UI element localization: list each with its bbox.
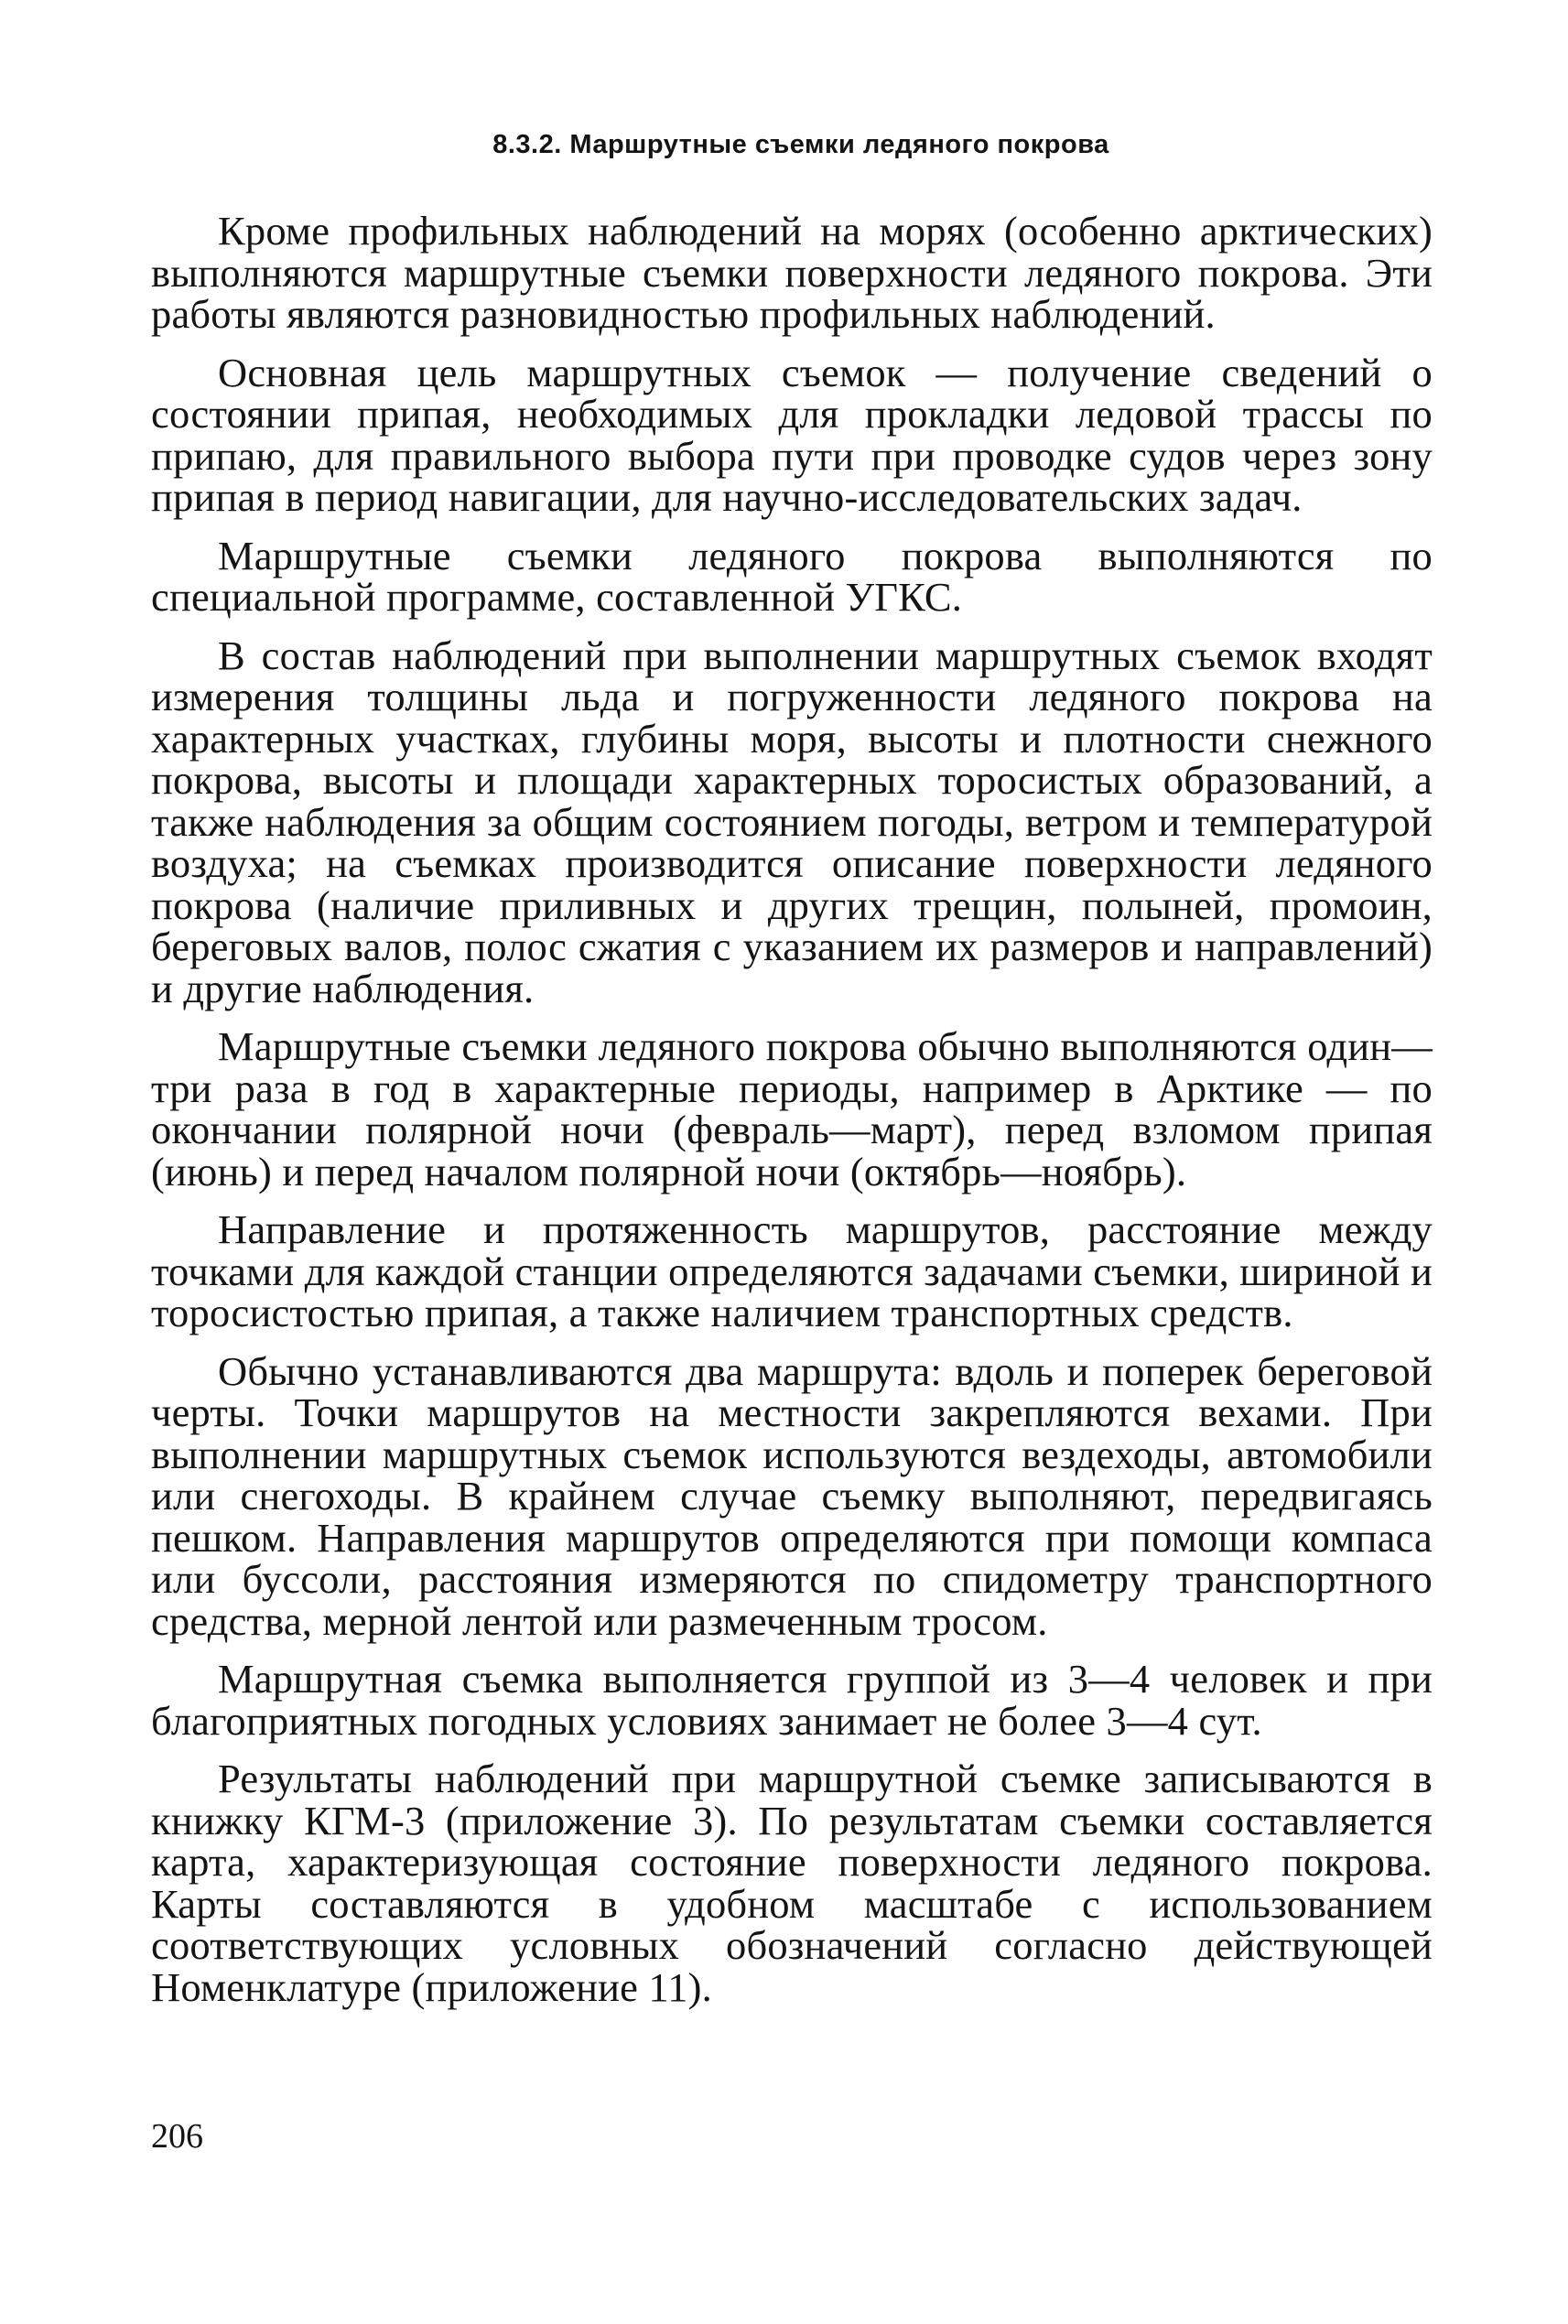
paragraph: Обычно устанавливаются два маршрута: вдоль и поперек береговой черты. Точки маршрутов на местности закрепляются вехами. При выполнении маршрутных съемок используются вездеходы, автомобили или снегоходы. В крайнем случае съемку выполняют, передвигаясь пешком. Направления маршрутов определяются при помощи компаса или буссоли, расстояния измеряются по спидометру транспортного средства, мерной лентой или размеченным тросом.	[151, 1347, 1433, 1644]
body-text	[151, 208, 1433, 2025]
section-heading: 8.3.2. Маршрутные съемки ледяного покрова	[492, 130, 1109, 159]
paragraph: Маршрутная съемка выполняется группой из 3—4 человек и при благоприятных погодных условиях занимает не более 3—4 сут.	[151, 1656, 1433, 1744]
paragraph: Кроме профильных наблюдений на морях (особенно арктических) выполняются маршрутные съемки поверхности ледяного покрова. Эти работы являются разновидностью профильных наблюдений.	[151, 208, 1433, 337]
page-number: 206	[151, 2117, 203, 2156]
paragraph: В состав наблюдений при выполнении маршрутных съемок входят измерения толщины льда и погруженности ледяного покрова на характерных участках, глубины моря, высоты и плотности снежного покрова, высоты и площади характерных торосистых образований, а также наблюдения за общим состоянием погоды, ветром и температурой воздуха; на съемках производится описание поверхности ледяного покрова (наличие приливных и других трещин, полыней, промоин, береговых валов, полос сжатия с указанием их размеров и направлений) и другие наблюдения.	[151, 632, 1433, 1011]
paragraph: Результаты наблюдений при маршрутной съемке записываются в книжку КГМ-3 (приложение 3). По результатам съемки составляется карта, характеризующая состояние поверхности ледяного покрова. Карты составляются в удобном масштабе с использованием соответствующих условных обозначений согласно действующей Номенклатуре (приложение 11).	[151, 1756, 1433, 2010]
paragraph: Маршрутные съемки ледяного покрова обычно выполняются один—три раза в год в характерные периоды, например в Арктике — по окончании полярной ночи (февраль—март), перед взломом припая (июнь) и перед началом полярной ночи (октябрь—ноябрь).	[151, 1023, 1433, 1194]
paragraph: Маршрутные съемки ледяного покрова выполняются по специальной программе, составленной УГКС.	[151, 532, 1433, 620]
paragraph: Основная цель маршрутных съемок — получение сведений о состоянии припая, необходимых для прокладки ледовой трассы по припаю, для правильного выбора пути при проводке судов через зону припая в период навигации, для научно-исследовательских задач.	[151, 349, 1433, 520]
paragraph: Направление и протяженность маршрутов, расстояние между точками для каждой станции определяются задачами съемки, шириной и торосистостью припая, а также наличием транспортных средств.	[151, 1206, 1433, 1335]
